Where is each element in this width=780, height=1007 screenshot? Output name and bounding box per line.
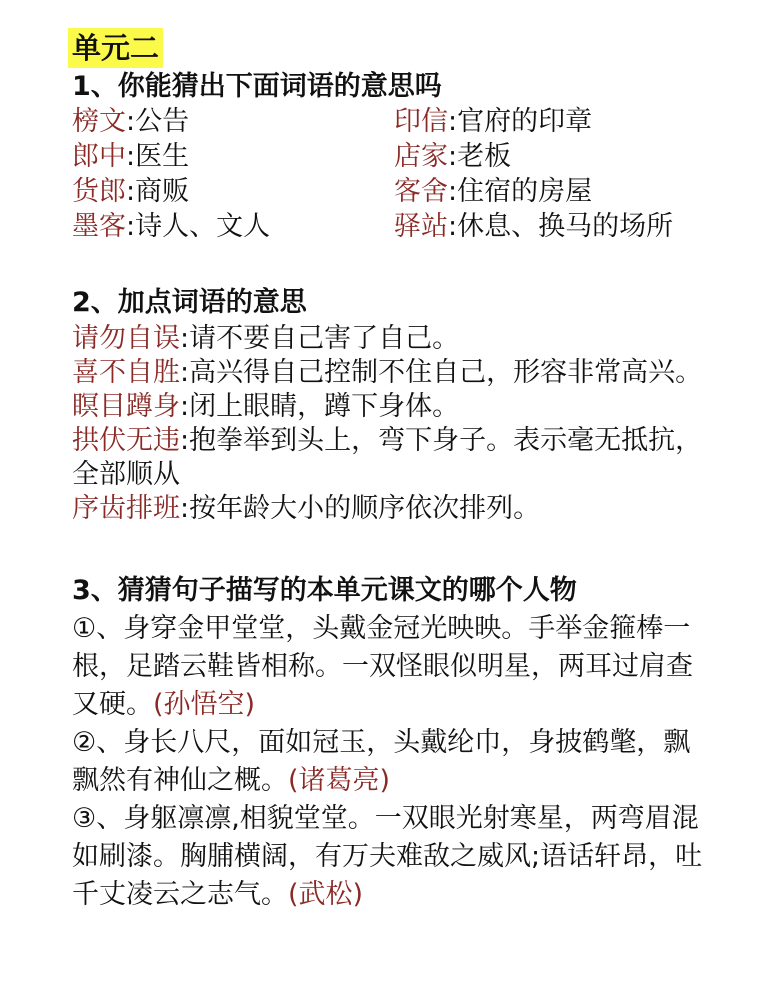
vocab-item (394, 209, 724, 244)
phrase-item (72, 356, 722, 390)
unit-title: 单元二 (68, 28, 163, 68)
phrase-item (72, 390, 722, 424)
vocab-item (72, 139, 394, 174)
phrase-meaning: 高兴得自己控制不住自己，形容非常高兴。 (189, 357, 703, 388)
phrase-meaning: 闭上眼睛，蹲下身体。 (189, 391, 460, 422)
vocab-meaning: 住宿的房屋 (457, 176, 593, 207)
vocab-meaning: 休息、换马的场所 (457, 211, 674, 242)
description-text: ①、身穿金甲堂堂，头戴金冠光映映。手举金箍棒一根，足踏云鞋皆相称。一双怪眼似明星，两耳过肩查又硬。 (72, 613, 693, 720)
vocab-meaning: 诗人、文人 (135, 211, 271, 242)
separator: : (180, 357, 190, 388)
document-page (72, 28, 722, 914)
separator: : (126, 211, 136, 242)
vocab-meaning: 医生 (135, 141, 190, 172)
section-heading: 2、加点词语的意思 (72, 287, 307, 318)
vocab-term: 驿站 (394, 211, 448, 242)
vocabulary-grid (72, 104, 722, 244)
phrase-item (72, 424, 722, 492)
vocab-meaning: 老板 (457, 141, 512, 172)
vocab-term: 店家 (394, 141, 448, 172)
vocab-item (394, 174, 724, 209)
vocab-meaning: 商贩 (135, 176, 190, 207)
vocab-term: 墨客 (72, 211, 126, 242)
phrase-term: 瞑目蹲身 (72, 391, 180, 422)
vocab-item (394, 139, 724, 174)
section-heading: 1、你能猜出下面词语的意思吗 (72, 71, 442, 102)
vocab-item (72, 174, 394, 209)
phrase-meaning: 抱拳举到头上，弯下身子。表示毫无抵抗，全部顺从 (72, 425, 703, 490)
separator: : (180, 493, 190, 524)
vocab-term: 货郎 (72, 176, 126, 207)
description-text: ②、身长八尺，面如冠玉，头戴纶巾，身披鹤氅，飘飘然有神仙之概。 (72, 727, 691, 796)
character-description (72, 724, 712, 800)
character-answer: (孙悟空) (153, 689, 256, 720)
vocab-meaning: 公告 (135, 106, 190, 137)
separator: : (126, 141, 136, 172)
phrase-term: 请勿自误 (72, 323, 180, 354)
vocab-item (72, 104, 394, 139)
character-description (72, 800, 712, 914)
separator: : (180, 323, 190, 354)
phrase-term: 拱伏无违 (72, 425, 180, 456)
vocab-item (394, 104, 724, 139)
phrase-item (72, 492, 722, 526)
section-vocabulary (72, 68, 722, 244)
separator: : (180, 425, 190, 456)
phrase-meaning: 请不要自己害了自己。 (189, 323, 460, 354)
section-phrase-meanings (72, 284, 722, 526)
separator: : (180, 391, 190, 422)
separator: : (448, 211, 458, 242)
character-answer: (诸葛亮) (288, 765, 391, 796)
separator: : (126, 106, 136, 137)
phrase-term: 喜不自胜 (72, 357, 180, 388)
vocab-item (72, 209, 394, 244)
vocab-term: 客舍 (394, 176, 448, 207)
character-answer: (武松) (288, 879, 364, 910)
section-character-guess (72, 572, 722, 914)
vocab-term: 印信 (394, 106, 448, 137)
phrase-item (72, 322, 722, 356)
separator: : (448, 106, 458, 137)
section-heading: 3、猜猜句子描写的本单元课文的哪个人物 (72, 575, 577, 606)
separator: : (448, 141, 458, 172)
vocab-term: 郎中 (72, 141, 126, 172)
separator: : (126, 176, 136, 207)
phrase-meaning: 按年龄大小的顺序依次排列。 (189, 493, 541, 524)
phrase-term: 序齿排班 (72, 493, 180, 524)
separator: : (448, 176, 458, 207)
vocab-meaning: 官府的印章 (457, 106, 593, 137)
character-description (72, 610, 712, 724)
vocab-term: 榜文 (72, 106, 126, 137)
description-text: ③、身躯凛凛,相貌堂堂。一双眼光射寒星，两弯眉混如刷漆。胸脯横阔，有万夫难敌之威风;语话轩昂，吐千丈凌云之志气。 (72, 803, 703, 910)
